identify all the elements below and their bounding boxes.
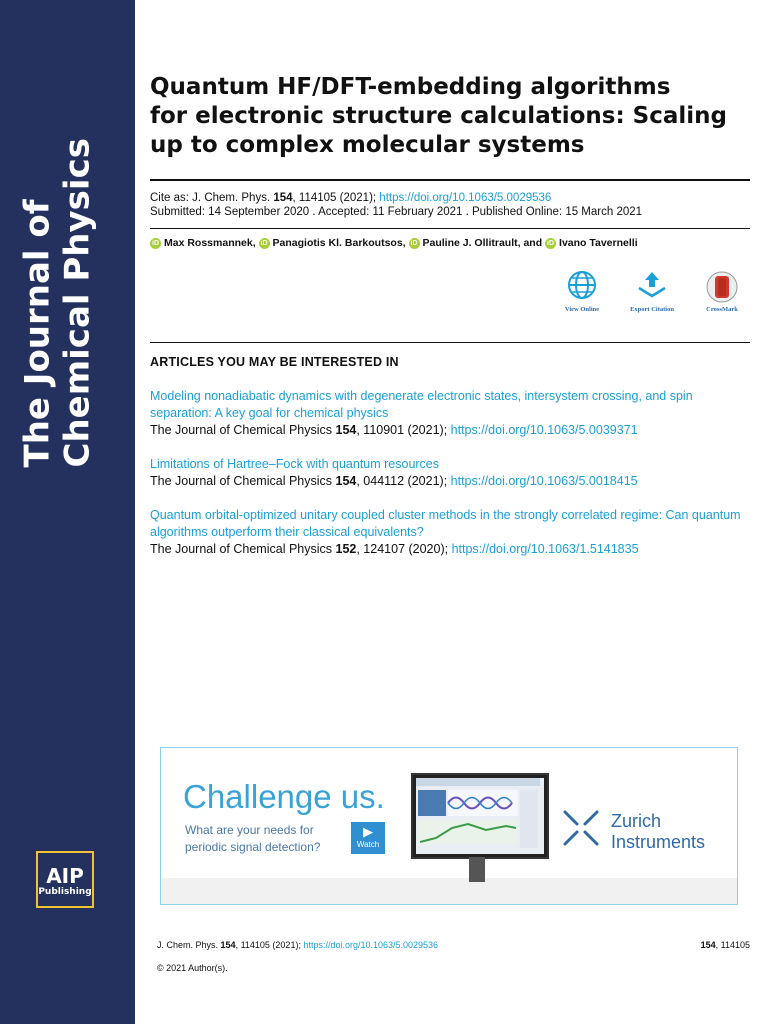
ad-footer-strip [161,878,737,904]
publication-dates: Submitted: 14 September 2020 . Accepted: 11 February 2021 . Published Online: 15 March 2021 [150,206,643,218]
journal-title-line1: The Journal of [17,199,58,468]
author-name[interactable]: Panagiotis Kl. Barkoutsos, [272,237,409,249]
view-online-button[interactable] [552,270,612,313]
doi-link[interactable]: https://doi.org/10.1063/1.5141835 [451,542,639,556]
crossmark-label: CrossMark [706,306,738,313]
export-citation-button[interactable] [622,270,682,313]
paper-title-line2: for electronic structure calculations: Scaling [150,103,727,129]
section-divider [150,342,750,343]
related-article-citation [150,473,750,490]
zurich-instruments-logo-icon [561,808,601,848]
watch-label: Watch [356,840,380,849]
play-icon: ▶ [363,824,373,839]
page-volume: 154 [700,940,716,950]
volume: 154 [335,423,357,437]
journal-name: The Journal of Chemical Physics [150,542,336,556]
related-article [150,507,750,558]
citation-rest: , 044112 (2021); [356,474,451,488]
footer-cite-prefix: J. Chem. Phys. [157,940,221,950]
citation-rest: , 110901 (2021); [356,423,451,437]
author-name[interactable]: Max Rossmannek, [164,237,259,249]
aip-publishing-logo[interactable] [36,851,94,908]
footer-volume: 154 [220,940,236,950]
orcid-icon[interactable]: iD [410,239,418,247]
citation-rest: , 124107 (2020); [356,542,452,556]
journal-name: The Journal of Chemical Physics [150,423,336,437]
related-article-title[interactable]: Limitations of Hartree–Fock with quantum resources [150,457,440,471]
monitor-screen [416,778,544,854]
orcid-icon[interactable]: iD [547,239,555,247]
related-articles-heading: ARTICLES YOU MAY BE INTERESTED IN [150,355,399,369]
brand-line1: Zurich [611,811,662,831]
signal-plot-image [416,778,540,850]
title-divider [150,179,750,181]
related-article-title[interactable]: Quantum orbital-optimized unitary coupled cluster methods in the strongly correlated regime: Can quantum algorithms outperform their classical equivalents? [150,508,741,539]
journal-title-line2: Chemical Physics [57,138,98,468]
ad-headline: Challenge us. [183,778,385,815]
author-name[interactable]: Ivano Tavernelli [559,237,638,249]
footer-cite-rest: , 114105 (2021); [235,940,304,950]
brand-line2: Instruments [611,832,706,852]
copyright-notice: © 2021 Author(s). [157,963,228,973]
related-article [150,388,750,439]
volume: 154 [335,474,357,488]
author-name[interactable]: Pauline J. Ollitrault, and [422,237,546,249]
related-article-title[interactable]: Modeling nonadiabatic dynamics with degenerate electronic states, intersystem crossing, and spin separation: A key goal for chemical physics [150,389,693,420]
crossmark-button[interactable] [692,270,752,313]
doi-link[interactable]: https://doi.org/10.1063/5.0018415 [450,474,638,488]
monitor-stand [469,857,485,882]
cite-rest: , 114105 (2021); [292,192,380,204]
journal-title [18,13,118,468]
page-number [701,940,750,950]
monitor-image [411,773,549,859]
zurich-instruments-ad[interactable] [160,747,738,905]
ad-subtext-line1: What are your needs for [185,823,314,837]
journal-name: The Journal of Chemical Physics [150,474,336,488]
related-article-citation [150,541,750,558]
related-article [150,456,750,490]
journal-sidebar [0,0,135,1024]
paper-title-line1: Quantum HF/DFT-embedding algorithms [150,74,671,100]
footer-citation [157,940,438,950]
footer-doi-link[interactable]: https://doi.org/10.1063/5.0029536 [303,940,439,950]
publishing-logo-text: Publishing [38,887,92,897]
page-article-number: , 114105 [715,940,750,950]
globe-icon [567,270,597,300]
ad-subtext-line2: periodic signal detection? [185,840,321,854]
doi-link[interactable]: https://doi.org/10.1063/5.0039371 [450,423,638,437]
doi-link[interactable]: https://doi.org/10.1063/5.0029536 [379,192,552,204]
cite-volume: 154 [273,192,293,204]
ad-subtext [185,822,320,856]
crossmark-icon [705,270,739,304]
aip-logo-text: AIP [46,864,84,888]
orcid-icon[interactable]: iD [152,239,159,247]
paper-title-line3: up to complex molecular systems [150,132,585,158]
export-icon [635,270,669,300]
export-citation-label: Export Citation [630,306,674,313]
zurich-instruments-brand [611,811,705,853]
paper-title [150,73,750,160]
view-online-label: View Online [564,306,600,313]
related-article-citation [150,422,750,439]
meta-divider [150,228,750,229]
orcid-icon[interactable]: iD [260,239,268,247]
watch-button[interactable] [351,822,385,854]
volume: 152 [335,542,357,556]
author-list [150,237,638,249]
citation-line [150,191,551,206]
cite-prefix: Cite as: J. Chem. Phys. [150,192,274,204]
